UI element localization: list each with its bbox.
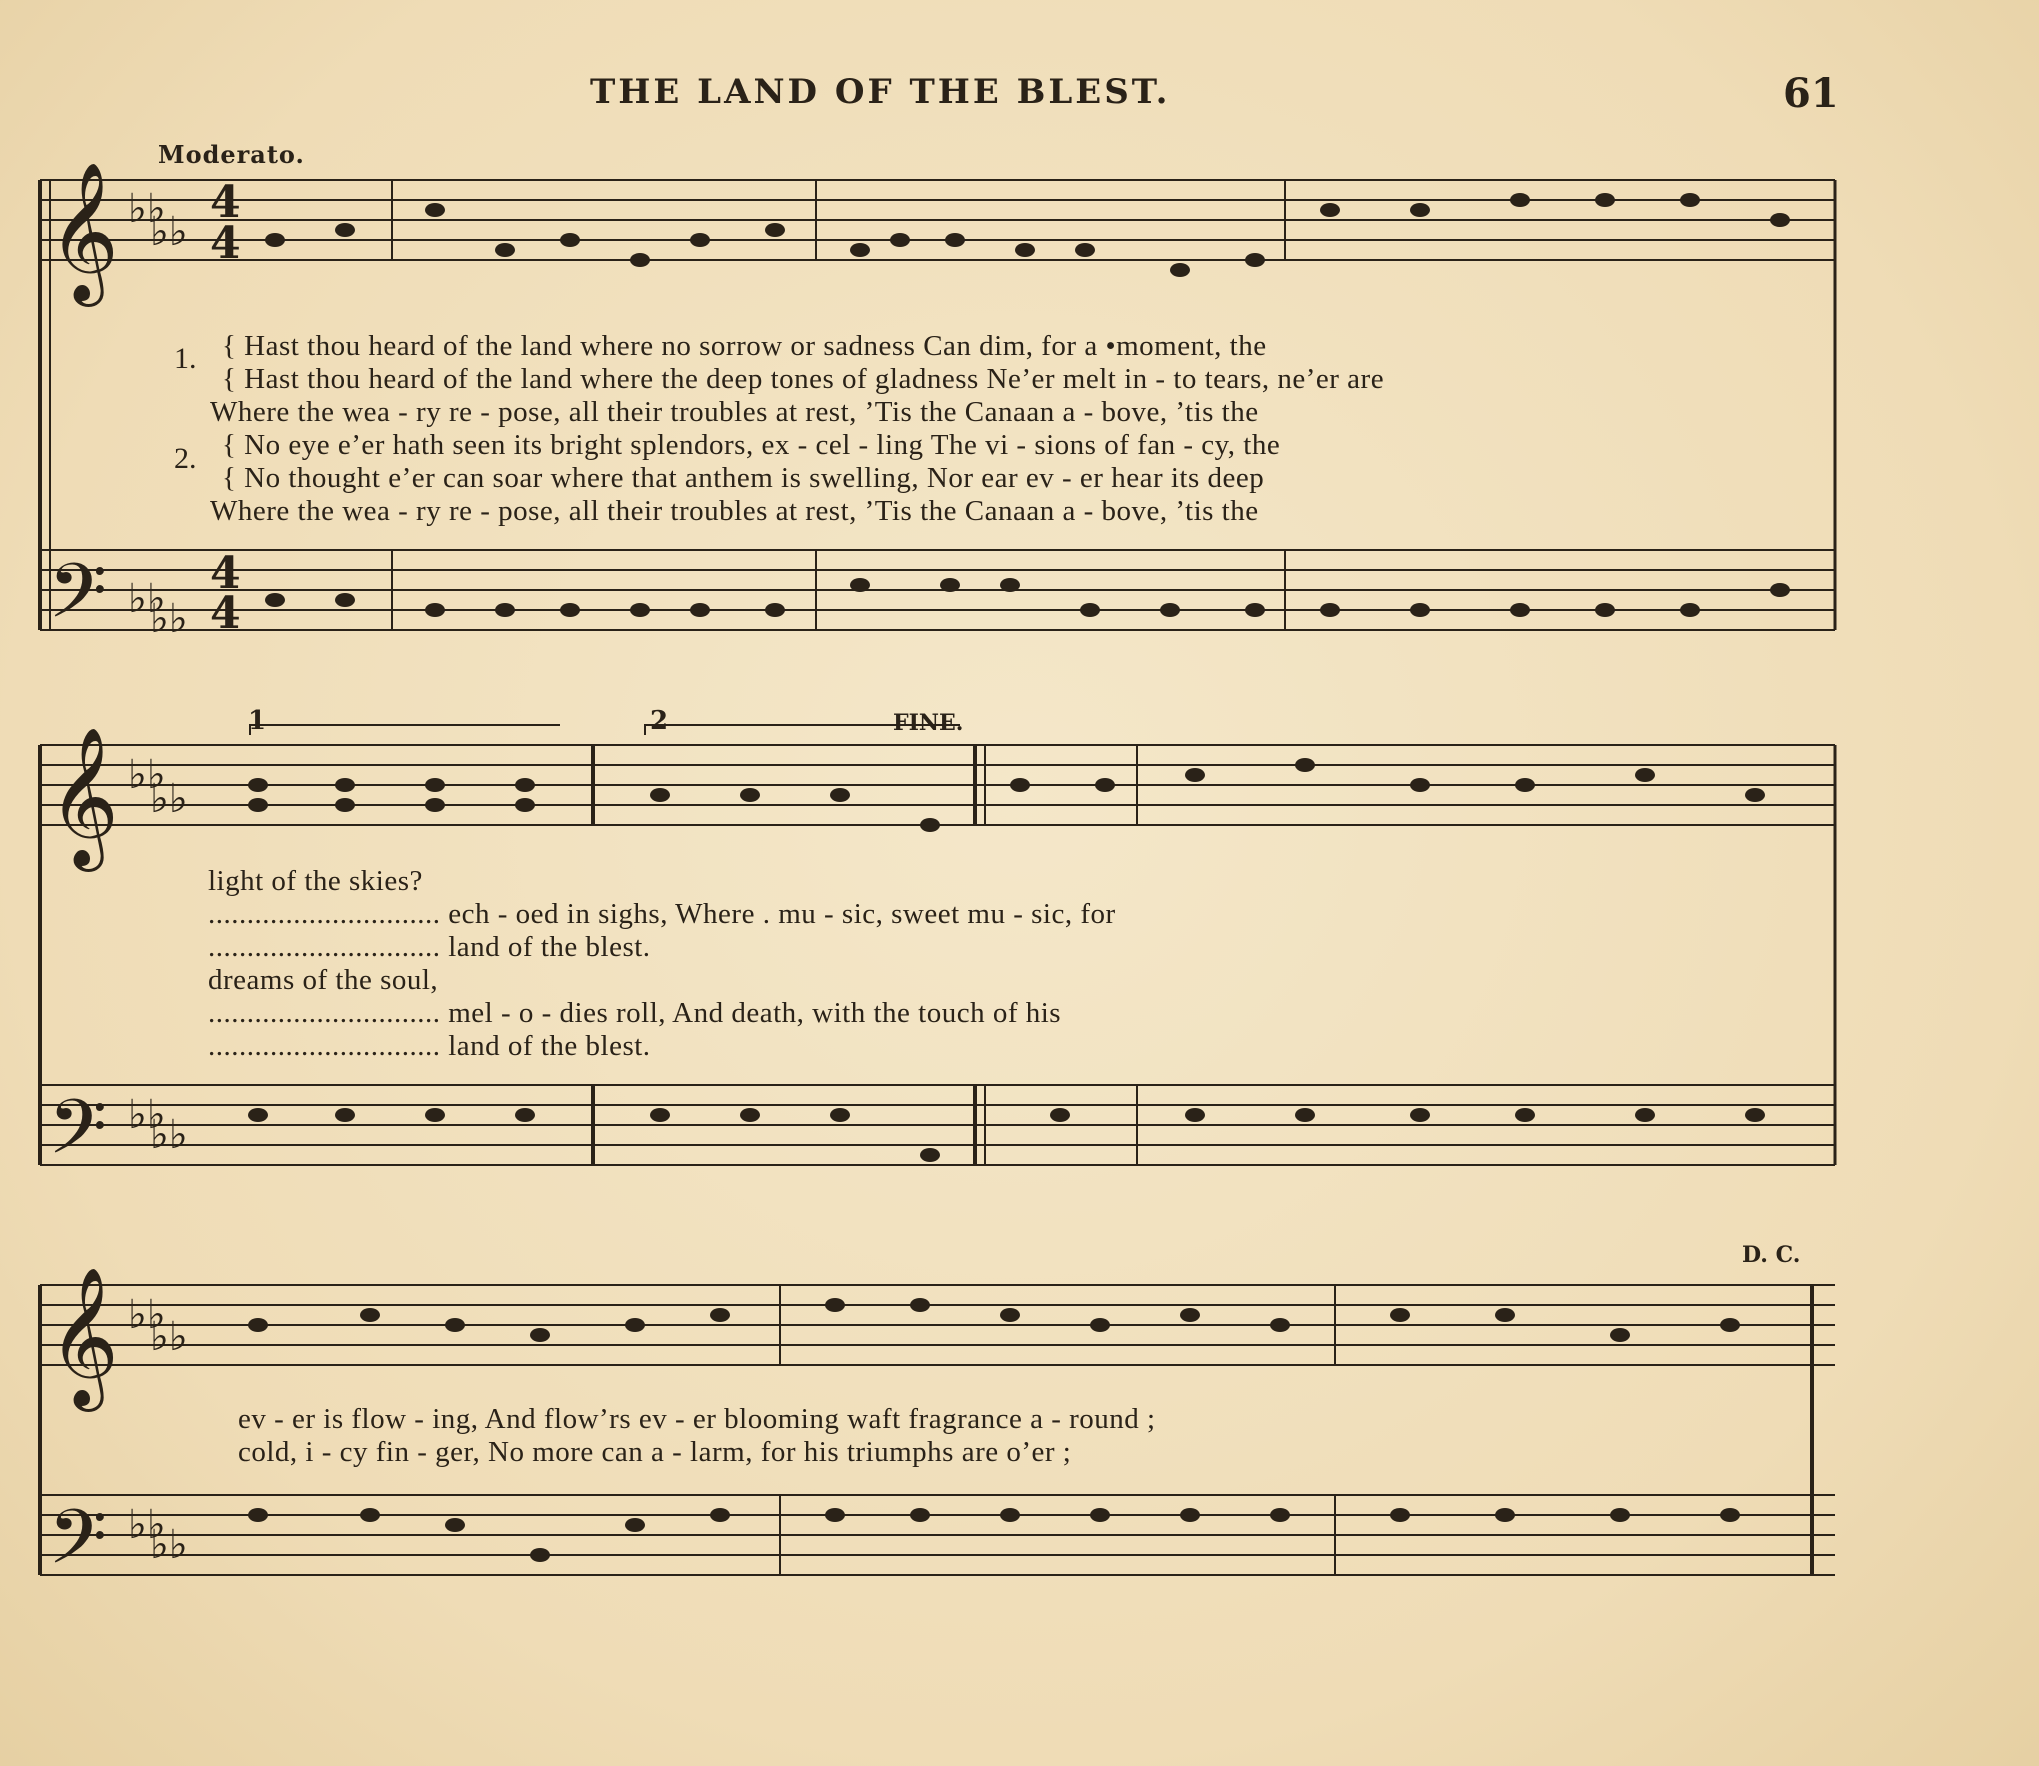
svg-text:♭♭: ♭♭ [128,752,166,798]
lyric-line: { Hast thou heard of the land where the deep tones of gladness Ne’er melt in - to tears, ne’er are [222,363,1385,395]
first-ending-label: 1 [248,706,267,736]
dc-marking: D. C. [1742,1242,1801,1268]
svg-text:♭♭: ♭♭ [150,596,188,642]
svg-text:♭♭: ♭♭ [128,1292,166,1338]
verse-number-2: 2. [174,442,197,475]
lyric-line: .............................. land of the blest. [208,931,651,963]
lyric-line: { No eye e’er hath seen its bright splendors, ex - cel - ling The vi - sions of fan - cy, the [222,429,1281,461]
lyric-line: light of the skies? [208,865,423,897]
svg-text:4: 4 [210,548,241,599]
svg-text:♭♭: ♭♭ [128,1502,166,1548]
lyric-line: Where the wea - ry re - pose, all their troubles at rest, ’Tis the Canaan a - bove, ’tis the [210,495,1259,527]
lyric-line: ev - er is flow - ing, And flow’rs ev - er blooming waft fragrance a - round ; [238,1403,1156,1435]
svg-text:𝄞: 𝄞 [48,162,119,301]
system1-treble-staff [40,180,1835,260]
system1-bass-staff [40,550,1835,630]
svg-text:𝄢: 𝄢 [48,1083,108,1190]
lyric-line: cold, i - cy fin - ger, No more can a - larm, for his triumphs are o’er ; [238,1436,1072,1468]
lyric-line: { Hast thou heard of the land where no sorrow or sadness Can dim, for a •moment, the [222,330,1267,362]
lyric-line: { No thought e’er can soar where that anthem is swelling, Nor ear ev - er hear its deep [222,462,1265,494]
system2-treble-staff [40,745,1835,825]
lyric-line: Where the wea - ry re - pose, all their troubles at rest, ’Tis the Canaan a - bove, ’tis the [210,396,1259,428]
fine-marking: FINE. [893,710,964,736]
second-ending-label: 2 [650,706,669,736]
svg-text:♭♭: ♭♭ [128,1092,166,1138]
svg-text:♭♭: ♭♭ [128,186,166,232]
time-sig-top: 4 [210,177,241,228]
svg-text:𝄞: 𝄞 [48,1267,119,1406]
system3-bass-staff [40,1495,1835,1575]
system3-treble-staff [40,1285,1835,1365]
page-title: THE LAND OF THE BLEST. [590,72,1171,112]
svg-text:𝄢: 𝄢 [48,1493,108,1600]
svg-text:𝄢: 𝄢 [48,547,108,654]
svg-text:𝄞: 𝄞 [48,727,119,866]
tempo-marking: Moderato. [158,140,305,169]
page-number: 61 [1783,70,1839,117]
lyric-line: .............................. ech - oed in sighs, Where . mu - sic, sweet mu - sic, for [208,898,1116,930]
svg-text:♭♭: ♭♭ [150,1314,188,1360]
svg-text:♭♭: ♭♭ [150,1112,188,1158]
svg-text:♭♭: ♭♭ [150,209,188,255]
verse-number-1: 1. [174,342,197,375]
svg-text:♭♭: ♭♭ [150,1522,188,1568]
lyric-line: dreams of the soul, [208,964,439,996]
time-sig-bottom: 4 [210,218,241,269]
svg-text:♭♭: ♭♭ [150,776,188,822]
svg-text:♭♭: ♭♭ [128,576,166,622]
lyric-line: .............................. mel - o - dies roll, And death, with the touch of his [208,997,1062,1029]
svg-text:4: 4 [210,588,241,639]
lyric-line: .............................. land of the blest. [208,1030,651,1062]
